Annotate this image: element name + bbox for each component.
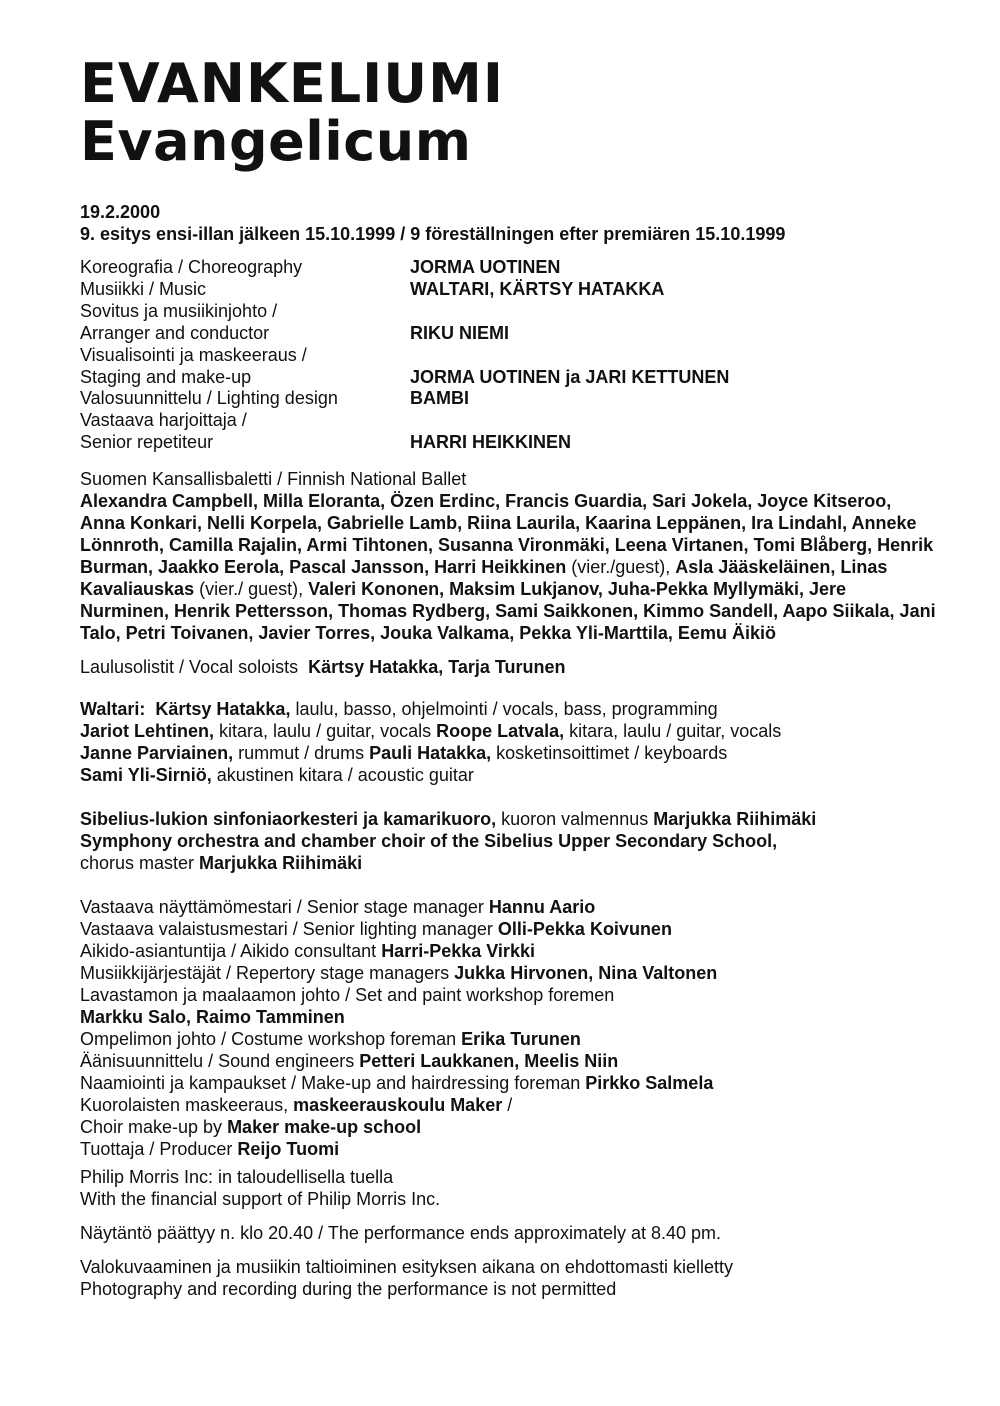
staff-role: Äänisuunnittelu / Sound engineers (80, 1051, 360, 1072)
staff-line (80, 1072, 940, 1094)
chorus-master-name: Marjukka Riihimäki (199, 853, 363, 874)
staff-name: Harri-Pekka Virkki (381, 941, 535, 962)
vocal-names: Kärtsy Hatakka, Tarja Turunen (308, 657, 566, 678)
staff-role: Ompelimon johto / Costume workshop foreman (80, 1029, 462, 1050)
credit-value (410, 301, 940, 323)
program-page (80, 52, 940, 1300)
vocal-label: Laulusolistit / Vocal soloists (80, 657, 299, 678)
member-name: Janne Parviainen, (80, 743, 234, 764)
producer-name: Reijo Tuomi (237, 1139, 340, 1160)
credit-value: RIKU NIEMI (410, 322, 509, 343)
credit-value: HARRI HEIKKINEN (410, 432, 572, 453)
orchestra-coach-name: Marjukka Riihimäki (653, 809, 817, 830)
photo-notice-en: Photography and recording during the performance is not permitted (80, 1279, 617, 1300)
credit-label: Musiikki / Music (80, 278, 207, 299)
orchestra-name-en: Symphony orchestra and chamber choir of the Sibelius Upper Secondary School, (80, 831, 778, 852)
company-label: Suomen Kansallisbaletti / Finnish National Ballet (80, 469, 467, 490)
guest-note: (vier./guest), (566, 557, 676, 578)
staff-name: Markku Salo, Raimo Tamminen (80, 1007, 345, 1028)
staff-name: Olli-Pekka Koivunen (497, 919, 672, 940)
credit-value (410, 410, 940, 432)
member-name: Pauli Hatakka, (369, 743, 492, 764)
member-role: laulu, basso, ohjelmointi / vocals, bass, programming (290, 699, 718, 720)
staff-role: Aikido-asiantuntija / Aikido consultant (80, 941, 382, 962)
staff-role: Naamiointi ja kampaukset / Make-up and hairdressing foreman (80, 1073, 586, 1094)
member-role: kitara, laulu / guitar, vocals (564, 721, 782, 742)
credit-label: Koreografia / Choreography (80, 257, 303, 277)
staff-name: Pirkko Salmela (585, 1073, 714, 1094)
staff-role: Vastaava näyttämömestari / Senior stage manager (80, 897, 489, 918)
staff-name: Hannu Aario (488, 897, 596, 918)
staff-line (80, 1050, 940, 1072)
credits-table (80, 257, 940, 454)
credit-label: Sovitus ja musiikinjohto / (80, 300, 278, 321)
member-name: Kärtsy Hatakka, (155, 699, 291, 720)
credit-value (410, 345, 940, 367)
vocal-soloists (80, 656, 940, 678)
staff-role: Vastaava valaistusmestari / Senior lighting manager (80, 919, 498, 940)
dancers-part2: Asla Jääskeläinen, Linas Kavaliauskas (80, 557, 888, 600)
member-name: Sami Yli-Sirniö, (80, 765, 212, 786)
company-section (80, 468, 940, 644)
makeup-school: maskeerauskoulu Maker (293, 1095, 503, 1116)
sponsor-section (80, 1166, 940, 1210)
member-name: Roope Latvala, (436, 721, 565, 742)
dancer-list (80, 490, 940, 644)
producer-line (80, 1138, 940, 1160)
staff-line (80, 896, 940, 918)
makeup-role: Kuorolaisten maskeeraus, (80, 1095, 294, 1116)
waltari-label: Waltari: (80, 699, 146, 720)
credit-label: Senior repetiteur (80, 432, 214, 453)
credit-value: BAMBI (410, 388, 469, 409)
member-name: Jariot Lehtinen, (80, 721, 215, 742)
staff-line (80, 918, 940, 940)
staff-section (80, 896, 940, 1160)
member-role: kosketinsoittimet / keyboards (491, 743, 728, 764)
title-latin: Evangelicum (80, 110, 472, 173)
photo-notice-fi: Valokuvaaminen ja musiikin taltioiminen esityksen aikana on ehdottomasti kielletty (80, 1257, 734, 1278)
credit-label: Valosuunnittelu / Lighting design (80, 388, 338, 409)
staff-name: Petteri Laukkanen, Meelis Niin (359, 1051, 619, 1072)
staff-name: Jukka Hirvonen, Nina Valtonen (454, 963, 718, 984)
member-role: kitara, laulu / guitar, vocals (214, 721, 437, 742)
guest-note: (vier./ guest), (194, 579, 309, 600)
makeup-school-en: Maker make-up school (227, 1117, 422, 1138)
date-block (80, 201, 940, 245)
makeup-line (80, 1094, 940, 1116)
member-role: rummut / drums (233, 743, 370, 764)
separator: / (502, 1095, 513, 1116)
waltari-section (80, 698, 940, 786)
orchestra-section (80, 808, 940, 874)
performance-date: 19.2.2000 (80, 202, 161, 222)
dancers-part1: Alexandra Campbell, Milla Eloranta, Özen Erdinc, Francis Guardia, Sari Jokela, Joyce Kitseroo, Anna Konkari, Nelli Korpela, Gabrielle Lamb, Riina Laurila, Kaarina Leppänen, Ira Lindahl, Anneke Lönnroth, Camilla Rajalin, Armi Tihtonen, Susanna Vironmäki, Leena Virtanen, Tomi Blåberg, Henrik Burman, Jaakko Eerola, Pascal Jansson, Harri Heikkinen (80, 491, 934, 578)
staff-name: Erika Turunen (461, 1029, 581, 1050)
credit-value: JORMA UOTINEN (410, 257, 561, 277)
credit-label: Vastaava harjoittaja / (80, 410, 247, 431)
staff-role: Lavastamon ja maalaamon johto / Set and paint workshop foremen (80, 985, 615, 1006)
chorus-master-label: chorus master (80, 853, 200, 874)
staff-role: Musiikkijärjestäjät / Repertory stage managers (80, 963, 455, 984)
duration-note: Näytäntö päättyy n. klo 20.40 / The performance ends approximately at 8.40 pm. (80, 1223, 722, 1244)
photo-notice (80, 1256, 940, 1300)
performance-note: 9. esitys ensi-illan jälkeen 15.10.1999 / 9 föreställningen efter premiären 15.10.1999 (80, 224, 786, 244)
makeup-line-en (80, 1116, 940, 1138)
staff-line (80, 1006, 940, 1028)
staff-line (80, 962, 940, 984)
staff-line (80, 940, 940, 962)
sponsor-fi: Philip Morris Inc: in taloudellisella tuella (80, 1167, 394, 1188)
credit-value: WALTARI, KÄRTSY HATAKKA (410, 278, 665, 299)
orchestra-coach-label: kuoron valmennus (496, 809, 654, 830)
credit-label: Staging and make-up (80, 366, 252, 387)
dancers-part3: Valeri Kononen, Maksim Lukjanov, Juha-Pekka Myllymäki, Jere Nurminen, Henrik Pettersson, Thomas Rydberg, Sami Saikkonen, Kimmo Sandell, Aapo Siikala, Jani Talo, Petri Toivanen, Javier Torres, Jouka Valkama, Pekka Yli-Marttila, Eemu Äikiö (80, 579, 936, 644)
makeup-role-en: Choir make-up by (80, 1117, 228, 1138)
producer-label: Tuottaja / Producer (80, 1139, 238, 1160)
member-role: akustinen kitara / acoustic guitar (211, 765, 474, 786)
orchestra-name-fi: Sibelius-lukion sinfoniaorkesteri ja kamarikuoro, (80, 809, 497, 830)
credit-value: JORMA UOTINEN ja JARI KETTUNEN (410, 366, 730, 387)
staff-line (80, 1028, 940, 1050)
title-fi: EVANKELIUMI (80, 52, 504, 115)
credit-label: Visualisointi ja maskeeraus / (80, 344, 307, 365)
credit-label: Arranger and conductor (80, 322, 270, 343)
sponsor-en: With the financial support of Philip Morris Inc. (80, 1189, 441, 1210)
staff-line (80, 984, 940, 1006)
